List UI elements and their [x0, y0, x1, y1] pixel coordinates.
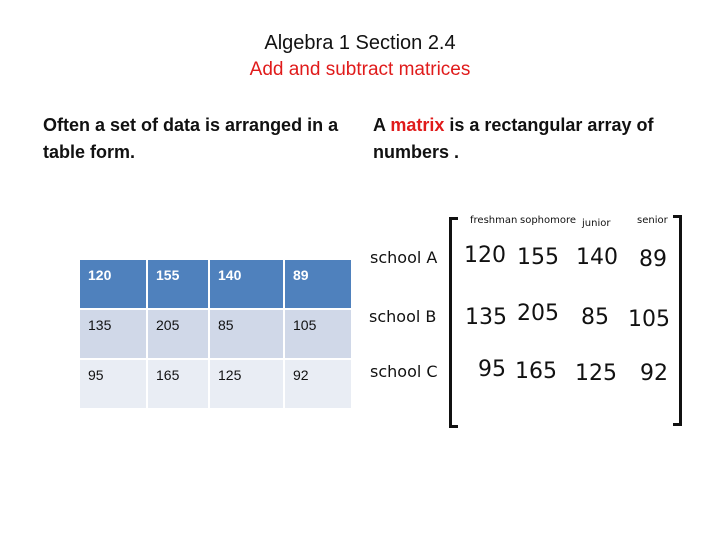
- table-cell: 205: [148, 310, 208, 358]
- table-cell: 89: [285, 260, 351, 308]
- matrix-value: 89: [639, 247, 667, 272]
- left-bracket: [449, 217, 458, 428]
- matrix-value: 125: [575, 361, 617, 386]
- matrix-definition: [373, 112, 693, 166]
- matrix-row-label: school A: [370, 248, 438, 267]
- table-cell: 85: [210, 310, 283, 358]
- matrix-value: 205: [517, 301, 559, 326]
- table-cell: 165: [148, 360, 208, 408]
- definition-suffix: is a rectangular array of numbers .: [373, 115, 654, 162]
- right-bracket: [673, 215, 682, 426]
- table-cell: 135: [80, 310, 146, 358]
- slide-subtitle: Add and subtract matrices: [249, 59, 471, 80]
- table-cell: 95: [80, 360, 146, 408]
- table-cell: 92: [285, 360, 351, 408]
- matrix-value: 85: [581, 305, 609, 330]
- table-cell: 105: [285, 310, 351, 358]
- table-cell: 155: [148, 260, 208, 308]
- matrix-value: 140: [576, 245, 618, 270]
- matrix-value: 165: [515, 359, 557, 384]
- matrix-value: 135: [465, 305, 507, 330]
- definition-prefix: A: [373, 115, 391, 135]
- table-row: [80, 360, 351, 408]
- table-cell: 120: [80, 260, 146, 308]
- matrix-column-header: senior: [637, 215, 668, 226]
- matrix-row-label: school B: [369, 307, 437, 326]
- matrix-value: 92: [640, 361, 668, 386]
- matrix-value: 155: [517, 245, 559, 270]
- matrix-row-label: school C: [370, 362, 438, 381]
- matrix-figure: [360, 205, 700, 430]
- data-table: [78, 258, 353, 410]
- table-description: Often a set of data is arranged in a table form.: [43, 115, 339, 162]
- slide-title: Algebra 1 Section 2.4: [264, 32, 456, 54]
- matrix-value: 95: [478, 357, 506, 382]
- table-cell: 125: [210, 360, 283, 408]
- table-cell: 140: [210, 260, 283, 308]
- matrix-column-header: sophomore: [520, 215, 577, 226]
- matrix-value: 105: [628, 307, 670, 332]
- matrix-term: matrix: [390, 115, 445, 135]
- matrix-value: 120: [464, 243, 506, 268]
- table-row: [80, 260, 351, 308]
- matrix-column-header: junior: [582, 218, 611, 229]
- matrix-column-header: freshman: [470, 215, 518, 226]
- table-row: [80, 310, 351, 358]
